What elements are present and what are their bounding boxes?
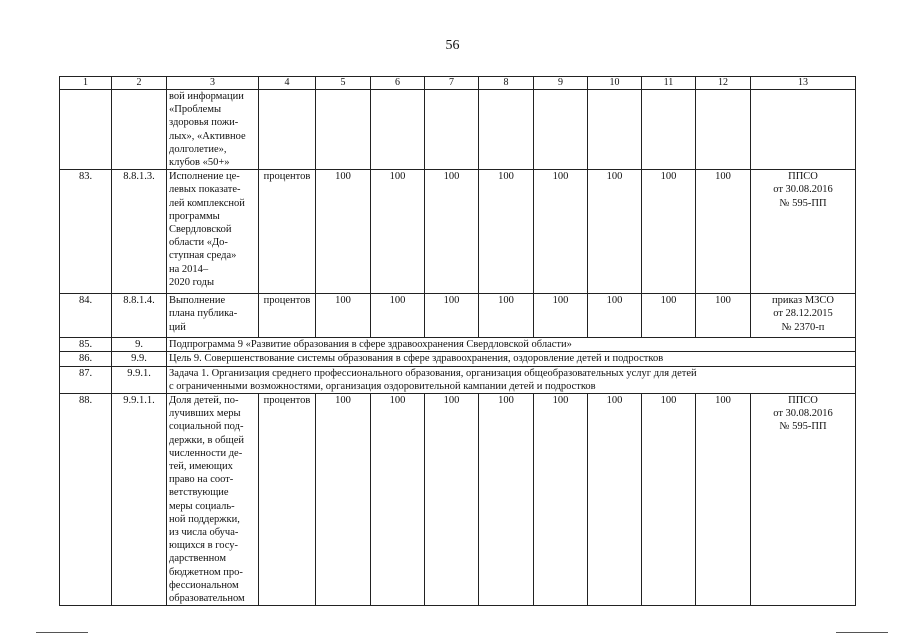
- row-number-cell: [60, 90, 112, 170]
- column-number: 10: [588, 77, 642, 90]
- value-cell: 100: [588, 394, 642, 606]
- table-row: [60, 294, 856, 338]
- value-cell: 100: [425, 394, 479, 606]
- unit-cell: процентов: [259, 170, 316, 294]
- empty-cell: [588, 90, 642, 170]
- row-number-cell: 86.: [60, 352, 112, 366]
- indicator-code-cell: 9.9.1.1.: [112, 394, 167, 606]
- row-number-cell: 88.: [60, 394, 112, 606]
- value-cell: 100: [316, 170, 371, 294]
- value-cell: 100: [371, 294, 425, 338]
- value-cell: 100: [371, 394, 425, 606]
- empty-cell: [425, 90, 479, 170]
- page-edge-line-left: [36, 632, 88, 633]
- empty-cell: [751, 90, 856, 170]
- legal-basis-cell: ППСО от 30.08.2016 № 595-ПП: [751, 394, 856, 606]
- section-title-cell: Задача 1. Организация среднего профессионального образования, организация общеобразовательных услуг для детей с ограниченными возможностями, организация оздоровительной кампании детей и подростков: [167, 366, 856, 393]
- legal-basis-cell: ППСО от 30.08.2016 № 595-ПП: [751, 170, 856, 294]
- empty-cell: [259, 90, 316, 170]
- indicator-description: Исполнение це- левых показате- лей комплексной программы Свердловской области «До- ступная среда» на 2014– 2020 годы: [167, 170, 259, 294]
- table-row: [60, 366, 856, 393]
- page-number: 56: [445, 38, 460, 53]
- indicator-code-cell: 9.9.: [112, 352, 167, 366]
- value-cell: 100: [588, 294, 642, 338]
- empty-cell: [696, 90, 751, 170]
- empty-cell: [371, 90, 425, 170]
- value-cell: 100: [534, 170, 588, 294]
- empty-cell: [316, 90, 371, 170]
- value-cell: 100: [534, 394, 588, 606]
- section-title-cell: Цель 9. Совершенствование системы образования в сфере здравоохранения, оздоровление детей и подростков: [167, 352, 856, 366]
- column-number: 5: [316, 77, 371, 90]
- indicator-description: вой информации «Проблемы здоровья пожи- лых», «Активное долголетие», клубов «50+»: [167, 90, 259, 170]
- table-row: [60, 90, 856, 170]
- indicator-code-cell: 8.8.1.4.: [112, 294, 167, 338]
- column-number: 1: [60, 77, 112, 90]
- column-number: 9: [534, 77, 588, 90]
- value-cell: 100: [479, 294, 534, 338]
- value-cell: 100: [479, 394, 534, 606]
- value-cell: 100: [696, 294, 751, 338]
- value-cell: 100: [371, 170, 425, 294]
- table-row: [60, 338, 856, 352]
- table-row: [60, 352, 856, 366]
- value-cell: 100: [316, 394, 371, 606]
- table-row: [60, 170, 856, 294]
- indicator-code-cell: [112, 90, 167, 170]
- column-number: 6: [371, 77, 425, 90]
- indicator-description: Выполнение плана публика- ций: [167, 294, 259, 338]
- row-number-cell: 85.: [60, 338, 112, 352]
- row-number-cell: 87.: [60, 366, 112, 393]
- column-number: 3: [167, 77, 259, 90]
- column-number: 11: [642, 77, 696, 90]
- value-cell: 100: [642, 294, 696, 338]
- indicator-code-cell: 9.: [112, 338, 167, 352]
- indicator-code-cell: 8.8.1.3.: [112, 170, 167, 294]
- row-number-cell: 84.: [60, 294, 112, 338]
- column-number: 2: [112, 77, 167, 90]
- value-cell: 100: [696, 394, 751, 606]
- column-number: 4: [259, 77, 316, 90]
- value-cell: 100: [588, 170, 642, 294]
- unit-cell: процентов: [259, 394, 316, 606]
- legal-basis-cell: приказ МЗСО от 28.12.2015 № 2370-п: [751, 294, 856, 338]
- value-cell: 100: [479, 170, 534, 294]
- column-number: 7: [425, 77, 479, 90]
- value-cell: 100: [316, 294, 371, 338]
- value-cell: 100: [534, 294, 588, 338]
- row-number-cell: 83.: [60, 170, 112, 294]
- table-body: [60, 77, 856, 606]
- value-cell: 100: [696, 170, 751, 294]
- value-cell: 100: [425, 170, 479, 294]
- column-number: 12: [696, 77, 751, 90]
- empty-cell: [642, 90, 696, 170]
- section-title-cell: Подпрограмма 9 «Развитие образования в сфере здравоохранения Свердловской области»: [167, 338, 856, 352]
- empty-cell: [534, 90, 588, 170]
- empty-cell: [479, 90, 534, 170]
- indicator-code-cell: 9.9.1.: [112, 366, 167, 393]
- column-number: 8: [479, 77, 534, 90]
- table-row: [60, 394, 856, 606]
- unit-cell: процентов: [259, 294, 316, 338]
- page-edge-line-right: [836, 632, 888, 633]
- value-cell: 100: [642, 170, 696, 294]
- column-number: 13: [751, 77, 856, 90]
- value-cell: 100: [425, 294, 479, 338]
- indicator-description: Доля детей, по- лучивших меры социальной под- держки, в общей численности де- тей, имеющих право на соот- ветствующие меры социаль- ной поддержки, из числа обуча- ющихся в госу- дарственном бюджетном про- фессиональном образовательном: [167, 394, 259, 606]
- value-cell: 100: [642, 394, 696, 606]
- indicators-table: [59, 76, 856, 606]
- column-number-row: [60, 77, 856, 90]
